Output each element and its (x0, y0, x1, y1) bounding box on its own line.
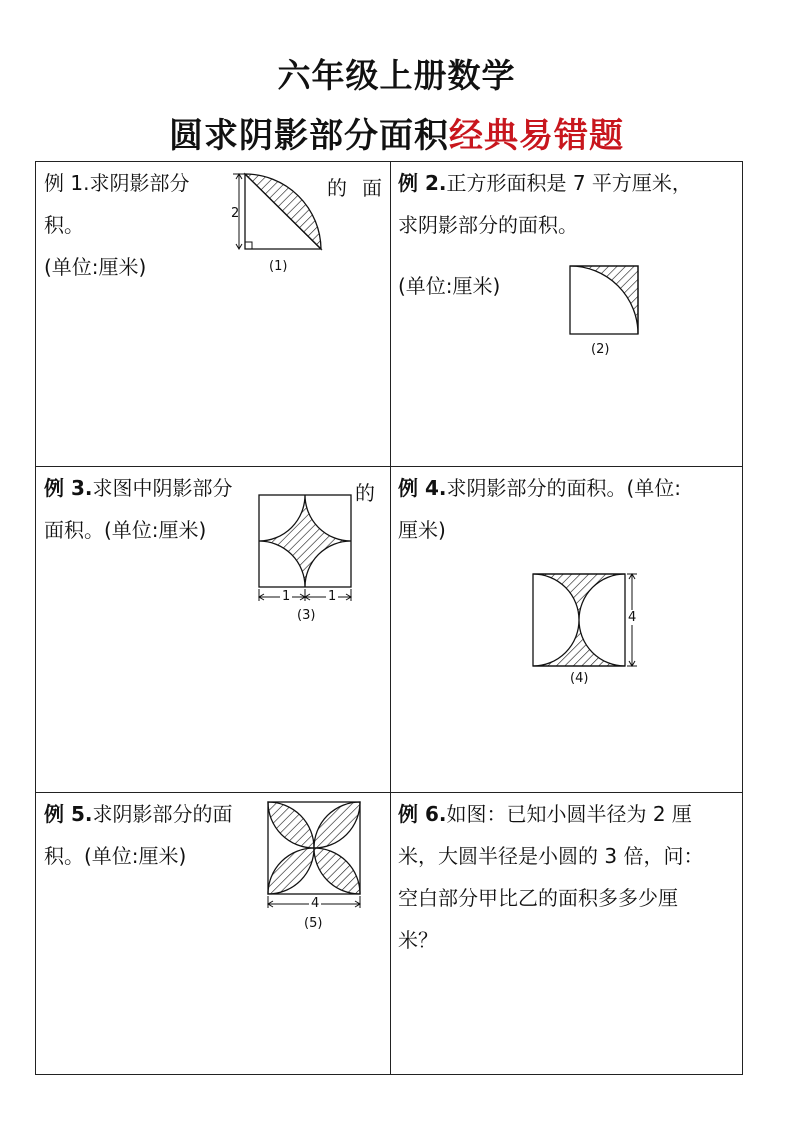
problem-5-line2: 积。(单位:厘米) (44, 844, 187, 868)
problem-1-line2: 积。 (44, 213, 84, 237)
problem-5-caption: (5) (304, 916, 323, 931)
problem-4-line1: 例 4.求阴影部分的面积。(单位: (398, 476, 682, 500)
problem-5-figure (264, 798, 364, 910)
problem-1-figure (225, 166, 330, 256)
problem-1-side-2: 面 (362, 176, 382, 200)
subtitle-highlight: 经典易错题 (449, 116, 624, 156)
problem-6-line3: 空白部分甲比乙的面积多多少厘 (398, 886, 678, 910)
problem-3-figure (255, 491, 355, 606)
problem-2-unit: (单位:厘米) (398, 274, 501, 298)
problem-5-line1: 例 5.求阴影部分的面 (44, 802, 233, 826)
grid-divider-vertical (390, 161, 391, 1075)
problem-2-figure (568, 264, 640, 336)
problem-5-dim-label: 4 (311, 896, 320, 911)
problem-6-line2: 米，大圆半径是小圆的 3 倍，问： (398, 844, 704, 868)
problem-1-line1: 例 1.求阴影部分 (44, 171, 190, 195)
problem-3-line2: 面积。(单位:厘米) (44, 518, 207, 542)
problem-1-caption: (1) (269, 259, 288, 274)
problem-3-side: 的 (355, 481, 375, 505)
problem-4-dim-label: 4 (628, 610, 637, 625)
problem-2-line1: 例 2.正方形面积是 7 平方厘米， (398, 171, 692, 195)
page-title: 六年级上册数学 (277, 56, 516, 95)
problem-2-caption: (2) (591, 342, 610, 357)
problem-3-caption: (3) (297, 608, 316, 623)
problem-3-dim-right: 1 (328, 589, 337, 604)
problem-6-line4: 米？ (398, 928, 438, 952)
problem-6-line1: 例 6.如图：已知小圆半径为 2 厘 (398, 802, 692, 826)
problem-2-line2: 求阴影部分的面积。 (398, 213, 578, 237)
problem-4-caption: (4) (570, 671, 589, 686)
problem-1-side-1: 的 (327, 176, 347, 200)
problem-4-figure (531, 572, 641, 668)
problem-3-line1: 例 3.求图中阴影部分 (44, 476, 233, 500)
subtitle-main: 圆求阴影部分面积 (169, 116, 449, 156)
problem-1-dim-label: 2 (231, 206, 240, 221)
problem-4-line2: 厘米) (398, 518, 446, 542)
page-subtitle (0, 108, 793, 157)
problem-3-dim-left: 1 (282, 589, 291, 604)
problem-1-unit: (单位:厘米) (44, 255, 147, 279)
